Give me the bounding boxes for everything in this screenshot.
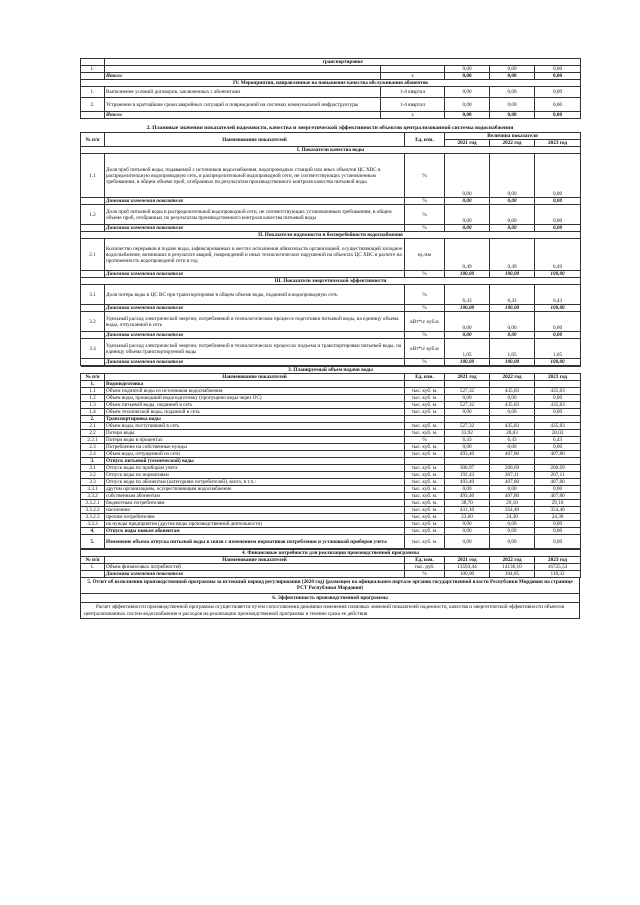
table-row: 3.3 Удельный расход электрической энергии, потребляемой в технологических процессах подъема и транспортировки питьевой воды, на единицу объема транспортируемой воды кВт*ч/ куб.м 1,05 1,05 1,05 — [81, 339, 581, 359]
section-5-title: 5. Отчет об исполнении производственной программы за истекший период регулирования (2020 год) (размещен на официальном портале органов государственной власти Республики Мордовия на странице РСТ Республики Мордовия) — [80, 578, 580, 594]
measures-table — [80, 58, 581, 119]
dynamics-row: Динамика изменения показателя % 0,00 0,00 0,00 — [81, 332, 581, 339]
table-row: 5. Изменение объема отпуска питьевой воды в связи с изменением нормативов потребления и установкой приборов учета тыс. куб. м. 0,00 0,00 0,00 — [81, 535, 581, 549]
section-3-title: 3. Планируемый объем подачи воды — [81, 367, 581, 374]
table-row: 1.2 Доля проб питьевой воды в распределительной водопроводной сети, не соответствующих установленным требованиям, в общем объеме проб, отобранных по результатам производственного контроля качества питьевой воды % 0,00 0,00 0,00 — [81, 205, 581, 225]
title-row — [81, 367, 581, 374]
section-6-text: Расчет эффективности производственной программы осуществляется путем сопоставления динамики изменения плановых значений показателей надежности, качества и энергетической эффективности объектов централизованных систем водоснабжения и расходов на реализацию производственной программы в течение срока ее действия — [80, 603, 580, 619]
dynamics-row: Динамика изменения показателя % 100,00 100,00 100,00 — [81, 271, 581, 278]
table-row: 3.1 Доля потерь воды в ЦС ВС при транспортировке в общем объеме воды, поданной в водопроводную сеть % 6,43 6,43 6,43 — [81, 285, 581, 305]
section-2-title: 2. Плановые значения показателей надежности, качества и энергетической эффективности объектов централизованной системы водоснабжения — [146, 125, 514, 131]
water-volume-rows — [81, 381, 581, 549]
dynamics-row: Динамика изменения показателя % 100,00 100,00 100,00 — [81, 305, 581, 312]
indicators-table — [80, 132, 581, 366]
table-row: 3.2 Удельный расход электрической энергии, потребляемой в технологическом процессе подготовки питьевой воды, на единицу объема воды, отпускаемой в сеть кВт*ч/ куб.м 0,00 0,00 0,00 — [81, 312, 581, 332]
table-row: 3. Отпуск питьевой (технической) воды — [81, 458, 581, 465]
total-row: Итого: x 0,00 0,00 0,00 — [81, 112, 581, 119]
table-row: 4. Отпуск воды новым абонентам тыс. куб. м. 0,00 0,00 0,00 — [81, 528, 581, 535]
section-row: I. Показатели качества воды — [81, 147, 581, 154]
table-row: 3.3.2.3 прочим потребителям тыс. куб. м. 23,60 24,30 24,30 — [81, 514, 581, 521]
table-row: 1.1 Доля проб питьевой воды, подаваемой с источников водоснабжения, водопроводных станций или иных объектов ЦС ХВС в распределительную водопроводную сеть, в распределительной водопроводной сети, не соответствующих установленным требованиям, в общем объеме проб, отобранных по результатам производственного контроля качества питьевой воды % 0,00 0,00 0,00 — [81, 154, 581, 198]
document-page — [80, 58, 580, 619]
table-row: 1.3 Объем питьевой воды, поданной в сеть тыс. куб. м. 527,32 435,83 435,83 — [81, 402, 581, 409]
table-row: 2.4 Объем воды, отпущенной из сети тыс. куб. м. 493,40 407,80 407,80 — [81, 451, 581, 458]
dynamics-row: Динамика изменения показателя % 100,00 100,00 100,00 — [81, 359, 581, 366]
header-row: № п/п Наименование показателей Ед. изм. 2021 год 2022 год 2023 год — [81, 557, 581, 564]
water-volume-table — [80, 366, 581, 549]
table-row: 2.1 Объем воды, поступившей в сеть тыс. куб. м. 527,32 435,83 435,83 — [81, 423, 581, 430]
header-row: № п/п Наименование показателей Ед. изм. 2021 год 2022 год 2023 год — [81, 374, 581, 381]
table-row: 3.3.2.1 бюджетным потребителям тыс. куб. м. 38,70 29,10 29,10 — [81, 500, 581, 507]
table-row: 1. Водоподготовка — [81, 381, 581, 388]
financial-table — [80, 549, 581, 578]
section-4-title: 4. Финансовые потребности для реализации производственной программы — [81, 550, 581, 557]
table-row: 1.4 Объем технической воды, поданной в сеть тыс. куб. м. 0,00 0,00 0,00 — [81, 409, 581, 416]
header-row: № п/п Наименование показателей Ед. изм. Величина показателя — [81, 133, 581, 140]
table-row: 3.3.3 на нужды предприятия (другие виды производственной деятельности) тыс. куб. м. 0,00 0,00 0,00 — [81, 521, 581, 528]
header-row: 2021 год 2022 год 2023 год — [81, 140, 581, 147]
section-heading: IV. Мероприятия, направленные на повышение качества обслуживания абонентов — [81, 80, 581, 87]
table-row: 2.3 Потребление на собственные нужды тыс. куб. м. 0,00 0,00 0,00 — [81, 444, 581, 451]
dynamics-row: Динамика изменения показателя % 0,00 0,00 0,00 — [81, 198, 581, 205]
table-row: 2. Транспортировка воды — [81, 416, 581, 423]
section-row: II. Показатели надежности и бесперебойности водоснабжения — [81, 232, 581, 239]
table-row: 1. Объем финансовых потребностей тыс. руб. 13593,44 14136,10 16725,53 — [81, 564, 581, 571]
table-row: 1. 0,00 0,00 0,00 — [81, 66, 581, 73]
table-row: 3.3.2 собственным абонентам тыс. куб. м. 493,40 407,80 407,80 — [81, 493, 581, 500]
table-row: 2.1 Количество перерывов в подаче воды, зафиксированных в местах исполнения обязательств организацией, осуществляющей холодное водоснабжение, возникших в результате аварий, повреждений и иных технологических нарушений на объектах ЦС ХВС в расчете на протяженность водопроводной сети в год ед./км 0,49 0,49 0,49 — [81, 239, 581, 271]
table-row: 3.3 Отпуск воды по абонентам (категориям потребителей), всего, в т.ч.: тыс. куб. м. 493,40 407,80 407,80 — [81, 479, 581, 486]
table-row — [81, 59, 581, 66]
table-row: 1.1 Объем поднятой воды из источников водоснабжения тыс. куб. м. 527,32 435,83 435,83 — [81, 388, 581, 395]
table-row: 3.1 Отпуск воды по приборам учета тыс. куб. м. 300,97 200,69 200,69 — [81, 465, 581, 472]
table-row: 2. Устранение в кратчайшие сроки аварийных ситуаций и повреждений на системах коммунальной инфраструктуры 1-4 квартал 0,00 0,00 0,00 — [81, 98, 581, 112]
table-row: 2.2 Потери воды тыс. куб. м. 33,92 28,03 28,03 — [81, 430, 581, 437]
table-row: 1.2 Объем воды, прошедший водоподготовку (пропущено воды через ОС) тыс. куб. м. 0,00 0,00 0,00 — [81, 395, 581, 402]
title-row — [81, 550, 581, 557]
dynamics-row: Динамика изменения показателя % 0,00 0,00 0,00 — [81, 225, 581, 232]
table-row: 1. Выполнение условий договоров, заключенных с абонентами 1-4 квартал 0,00 0,00 0,00 — [81, 87, 581, 98]
table-row: 3.2 Отпуск воды по нормативам тыс. куб. м. 192,43 207,11 207,11 — [81, 472, 581, 479]
table-row: 2.2.1 Потери воды в процентах % 6,43 6,43 6,43 — [81, 437, 581, 444]
table-row: 3.3.2.2 населению тыс. куб. м. 431,10 354,40 354,40 — [81, 507, 581, 514]
section-row — [81, 80, 581, 87]
table-row: 3.3.1 другим организациям, осуществляющим водоснабжение тыс. куб. м. 0,00 0,00 0,00 — [81, 486, 581, 493]
row-text: транспортировке — [105, 59, 581, 66]
section-row: III. Показатели энергетической эффективности — [81, 278, 581, 285]
total-row: Итого: x 0,00 0,00 0,00 — [81, 73, 581, 80]
dynamics-row: Динамика изменения показателя % 100,00 104,85 118,32 — [81, 571, 581, 578]
section-6-title: 6. Эффективность производственной программы — [80, 594, 580, 603]
